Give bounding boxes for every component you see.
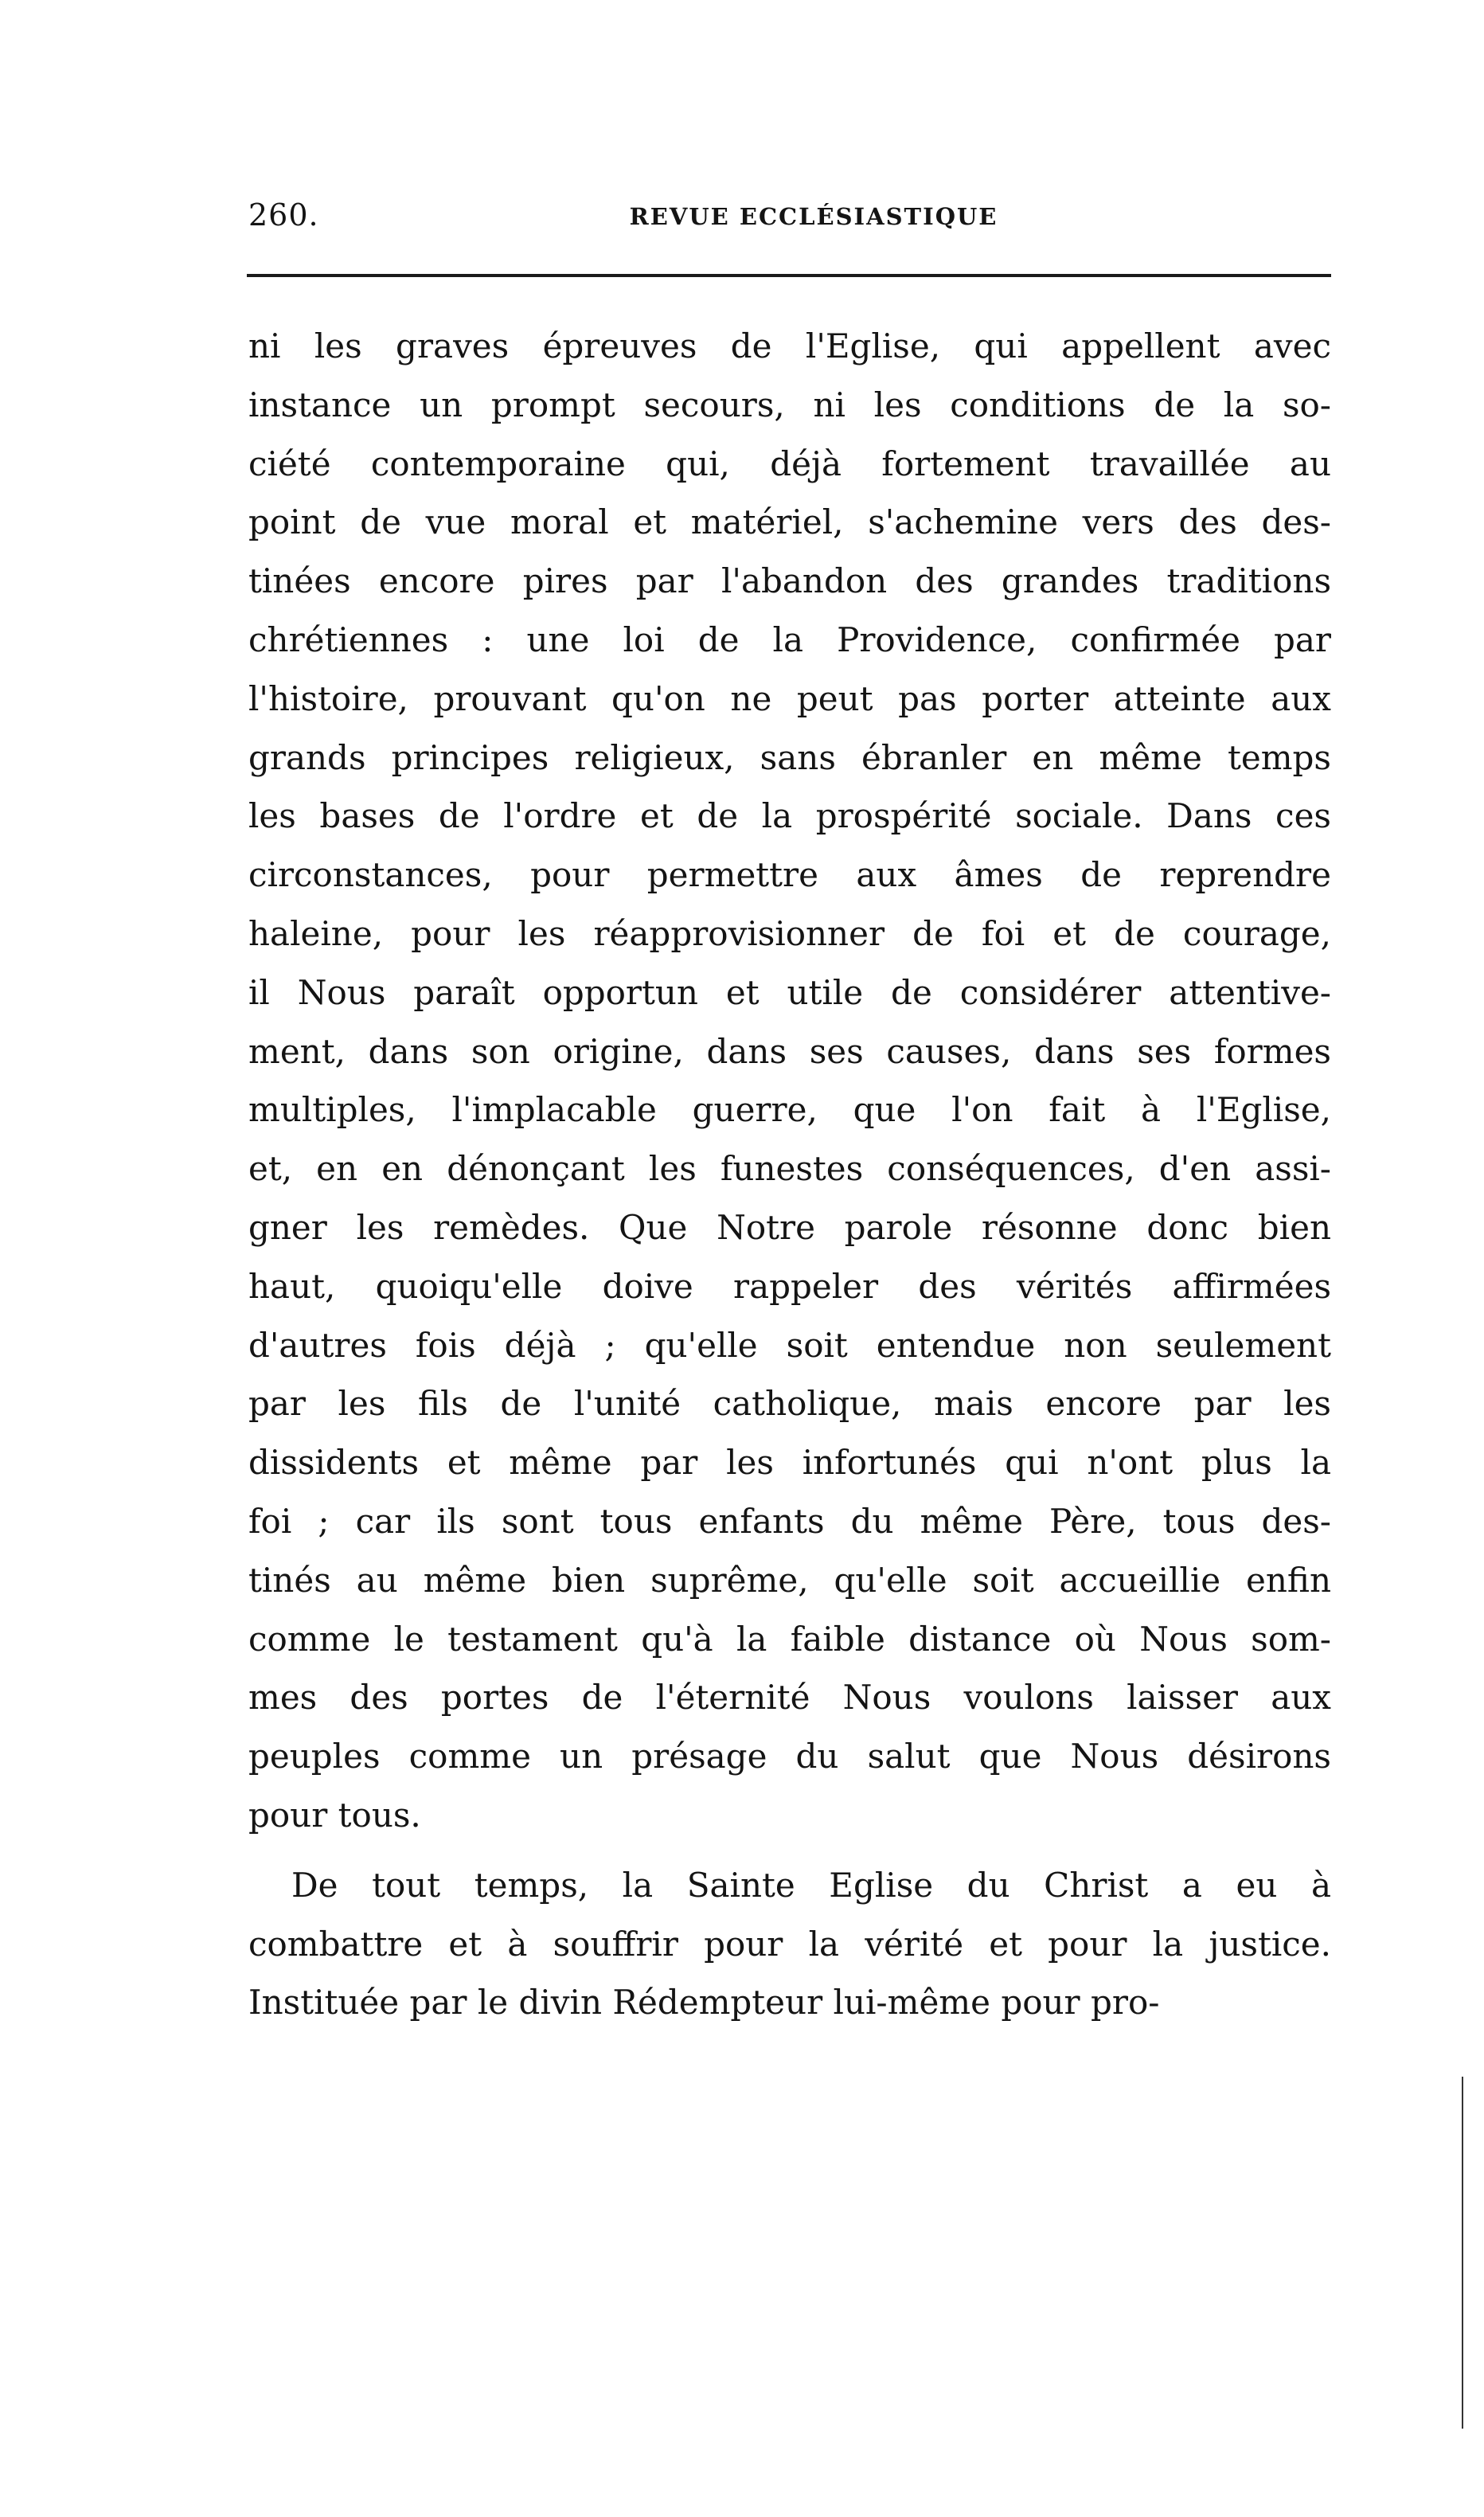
text-line: foi ; car ils sont tous enfants du même Père, tous des- xyxy=(248,1501,1331,1541)
text-line: comme le testament qu'à la faible distance où Nous som- xyxy=(248,1619,1331,1659)
text-line: d'autres fois déjà ; qu'elle soit entendue non seulement xyxy=(248,1325,1331,1365)
text-line: tinées encore pires par l'abandon des grandes traditions xyxy=(248,561,1331,601)
page-number: 260. xyxy=(248,197,319,233)
text-line: l'histoire, prouvant qu'on ne peut pas porter atteinte aux xyxy=(248,678,1331,718)
text-line: multiples, l'implacable guerre, que l'on fait à l'Eglise, xyxy=(248,1090,1331,1130)
text-line: chrétiennes : une loi de la Providence, confirmée par xyxy=(248,619,1331,659)
text-line: ni les graves épreuves de l'Eglise, qui appellent avec xyxy=(248,326,1331,365)
text-line: haut, quoiqu'elle doive rappeler des vérités affirmées xyxy=(248,1266,1331,1306)
text-line: par les fils de l'unité catholique, mais encore par les xyxy=(248,1384,1331,1424)
text-line: instance un prompt secours, ni les conditions de la so- xyxy=(248,385,1331,424)
paragraph-break xyxy=(248,1845,1331,1856)
text-line: Instituée par le divin Rédempteur lui-même pour pro- xyxy=(248,1983,1160,2023)
text-line: combattre et à souffrir pour la vérité et pour la justice. xyxy=(248,1924,1331,1964)
text-line: pour tous. xyxy=(248,1795,421,1835)
margin-line xyxy=(1462,2077,1463,2429)
text-line: peuples comme un présage du salut que Nous désirons xyxy=(248,1737,1331,1776)
text-line: dissidents et même par les infortunés qui n'ont plus la xyxy=(248,1443,1331,1483)
text-line: ment, dans son origine, dans ses causes, dans ses formes xyxy=(248,1031,1331,1071)
page-header xyxy=(248,190,1331,240)
text-line: grands principes religieux, sans ébranler en même temps xyxy=(248,737,1331,777)
body-text xyxy=(248,317,1331,2032)
text-line: gner les remèdes. Que Notre parole résonne donc bien xyxy=(248,1207,1331,1247)
paragraph xyxy=(248,1856,1331,2032)
text-line: mes des portes de l'éternité Nous voulons laisser aux xyxy=(248,1678,1331,1718)
text-line: point de vue moral et matériel, s'achemine vers des des- xyxy=(248,502,1331,542)
text-line: De tout temps, la Sainte Eglise du Christ a eu à xyxy=(291,1865,1331,1905)
text-line: les bases de l'ordre et de la prospérité sociale. Dans ces xyxy=(248,796,1331,836)
header-rule xyxy=(247,274,1331,277)
running-head: REVUE ECCLÉSIASTIQUE xyxy=(629,203,998,230)
paragraph xyxy=(248,317,1331,1845)
text-line: et, en en dénonçant les funestes conséquences, d'en assi- xyxy=(248,1149,1331,1189)
text-line: circonstances, pour permettre aux âmes de reprendre xyxy=(248,855,1331,895)
text-line: tinés au même bien suprême, qu'elle soit accueillie enfin xyxy=(248,1560,1331,1600)
text-line: il Nous paraît opportun et utile de considérer attentive- xyxy=(248,972,1331,1012)
text-line: ciété contemporaine qui, déjà fortement travaillée au xyxy=(248,444,1331,483)
text-line: haleine, pour les réapprovisionner de foi et de courage, xyxy=(248,913,1331,953)
